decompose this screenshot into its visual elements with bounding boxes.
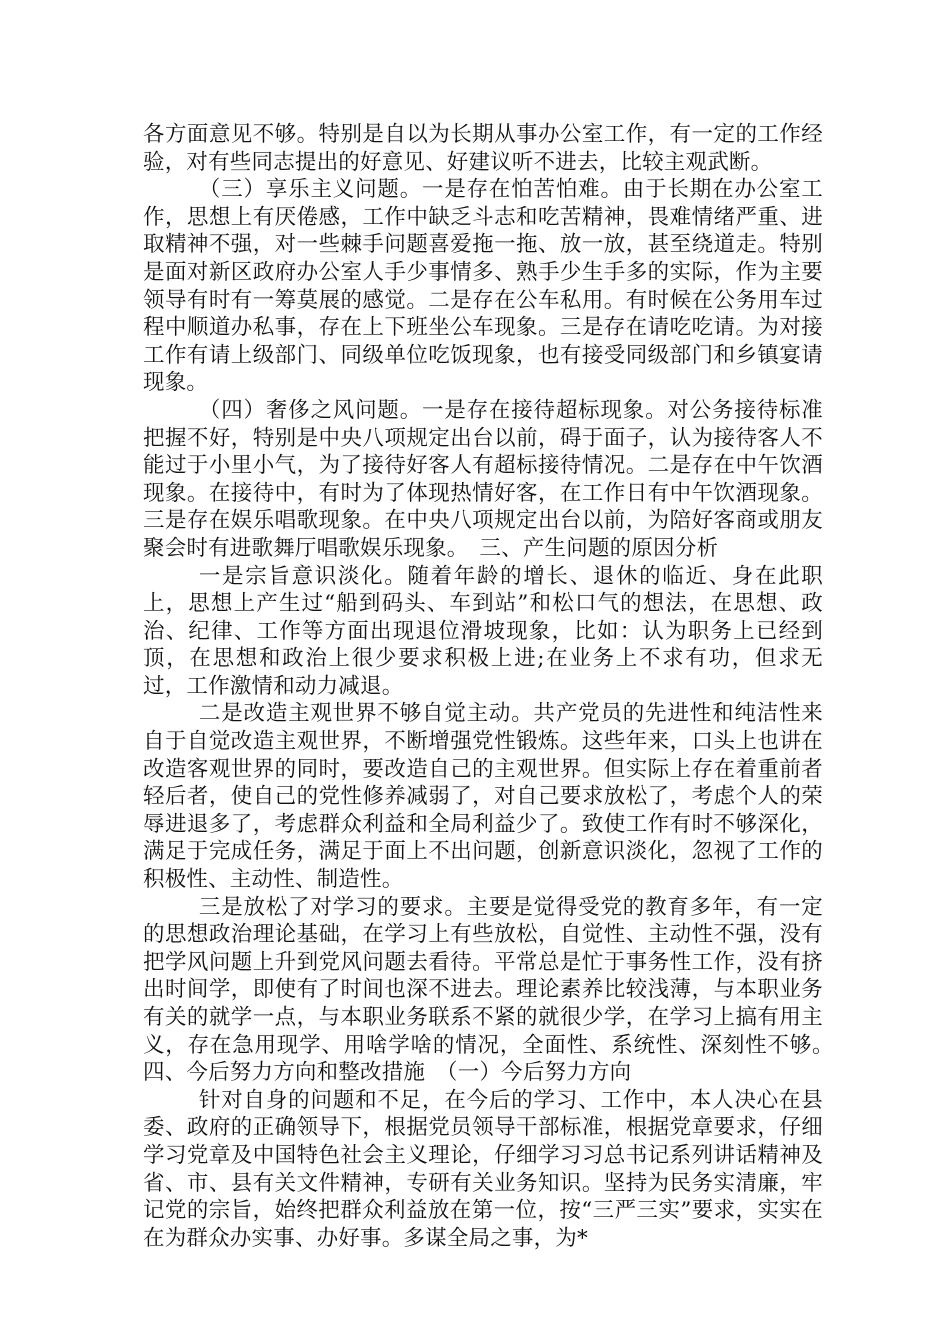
paragraph-future-direction: 针对自身的问题和不足，在今后的学习、工作中，本人决心在县委、政府的正确领导下，根据党员领导干部标准，根据党章要求，仔细学习党章及中国特色社会主义理论，仔细学习习总书记系列讲话精神及省、市、县有关文件精神，专研有关业务知识。坚持为民务实清廉，牢记党的宗旨，始终把群众利益放在第一位，按“三严三实”要求，实实在在为群众办实事、办好事。多谋全局之事，为* <box>143 1087 823 1251</box>
paragraph-cause-worldview: 二是改造主观世界不够自觉主动。共产党员的先进性和纯洁性来自于自觉改造主观世界，不断增强党性锻炼。这些年来，口头上也讲在改造客观世界的同时，要改造自己的主观世界。但实际上存在着重前者轻后者，使自己的党性修养减弱了，对自己要求放松了，考虑个人的荣辱进退多了，考虑群众利益和全局利益少了。致使工作有时不够深化，满足于完成任务，满足于面上不出问题，创新意识淡化，忽视了工作的积极性、主动性、制造性。 <box>143 701 823 893</box>
paragraph-hedonism-issue: （三）享乐主义问题。一是存在怕苦怕难。由于长期在办公室工作，思想上有厌倦感，工作中缺乏斗志和吃苦精神，畏难情绪严重、进取精神不强，对一些棘手问题喜爱拖一拖、放一放，甚至绕道走。特别是面对新区政府办公室人手少事情多、熟手少生手多的实际，作为主要领导有时有一筹莫展的感觉。二是存在公车私用。有时候在公务用车过程中顺道办私事，存在上下班坐公车现象。三是存在请吃吃请。为对接工作有请上级部门、同级单位吃饭现象，也有接受同级部门和乡镇宴请现象。 <box>143 177 823 396</box>
document-body <box>143 121 845 1252</box>
paragraph-cause-purpose: 一是宗旨意识淡化。随着年龄的增长、退休的临近、身在此职上，思想上产生过“船到码头、车到站”和松口气的想法，在思想、政治、纪律、工作等方面出现退位滑坡现象，比如：认为职务上已经到顶，在思想和政治上很少要求积极上进;在业务上不求有功，但求无过，工作激情和动力减退。 <box>143 563 823 699</box>
paragraph-extravagance-issue: （四）奢侈之风问题。一是存在接待超标现象。对公务接待标准把握不好，特别是中央八项规定出台以前，碍于面子，认为接待客人不能过于小里小气，为了接待好客人有超标接待情况。二是存在中午饮酒现象。在接待中，有时为了体现热情好客，在工作日有中午饮酒现象。三是存在娱乐唱歌现象。在中央八项规定出台以前，为陪好客商或朋友聚会时有进歌舞厅唱歌娱乐现象。 三、产生问题的原因分析 <box>143 397 823 561</box>
paragraph-continuation: 各方面意见不够。特别是自以为长期从事办公室工作，有一定的工作经验，对有些同志提出的好意见、好建议听不进去，比较主观武断。 <box>143 122 823 175</box>
paragraph-cause-study: 三是放松了对学习的要求。主要是觉得受党的教育多年，有一定的思想政治理论基础，在学习上有些放松，自觉性、主动性不强，没有把学风问题上升到党风问题去看待。平常总是忙于事务性工作，没有挤出时间学，即使有了时间也深不进去。理论素养比较浅薄，与本职业务有关的就学一点，与本职业务联系不紧的就很少学，在学习上搞有用主义，存在急用现学、用啥学啥的情况，全面性、系统性、深刻性不够。 四、今后努力方向和整改措施 （一）今后努力方向 <box>143 894 845 1086</box>
